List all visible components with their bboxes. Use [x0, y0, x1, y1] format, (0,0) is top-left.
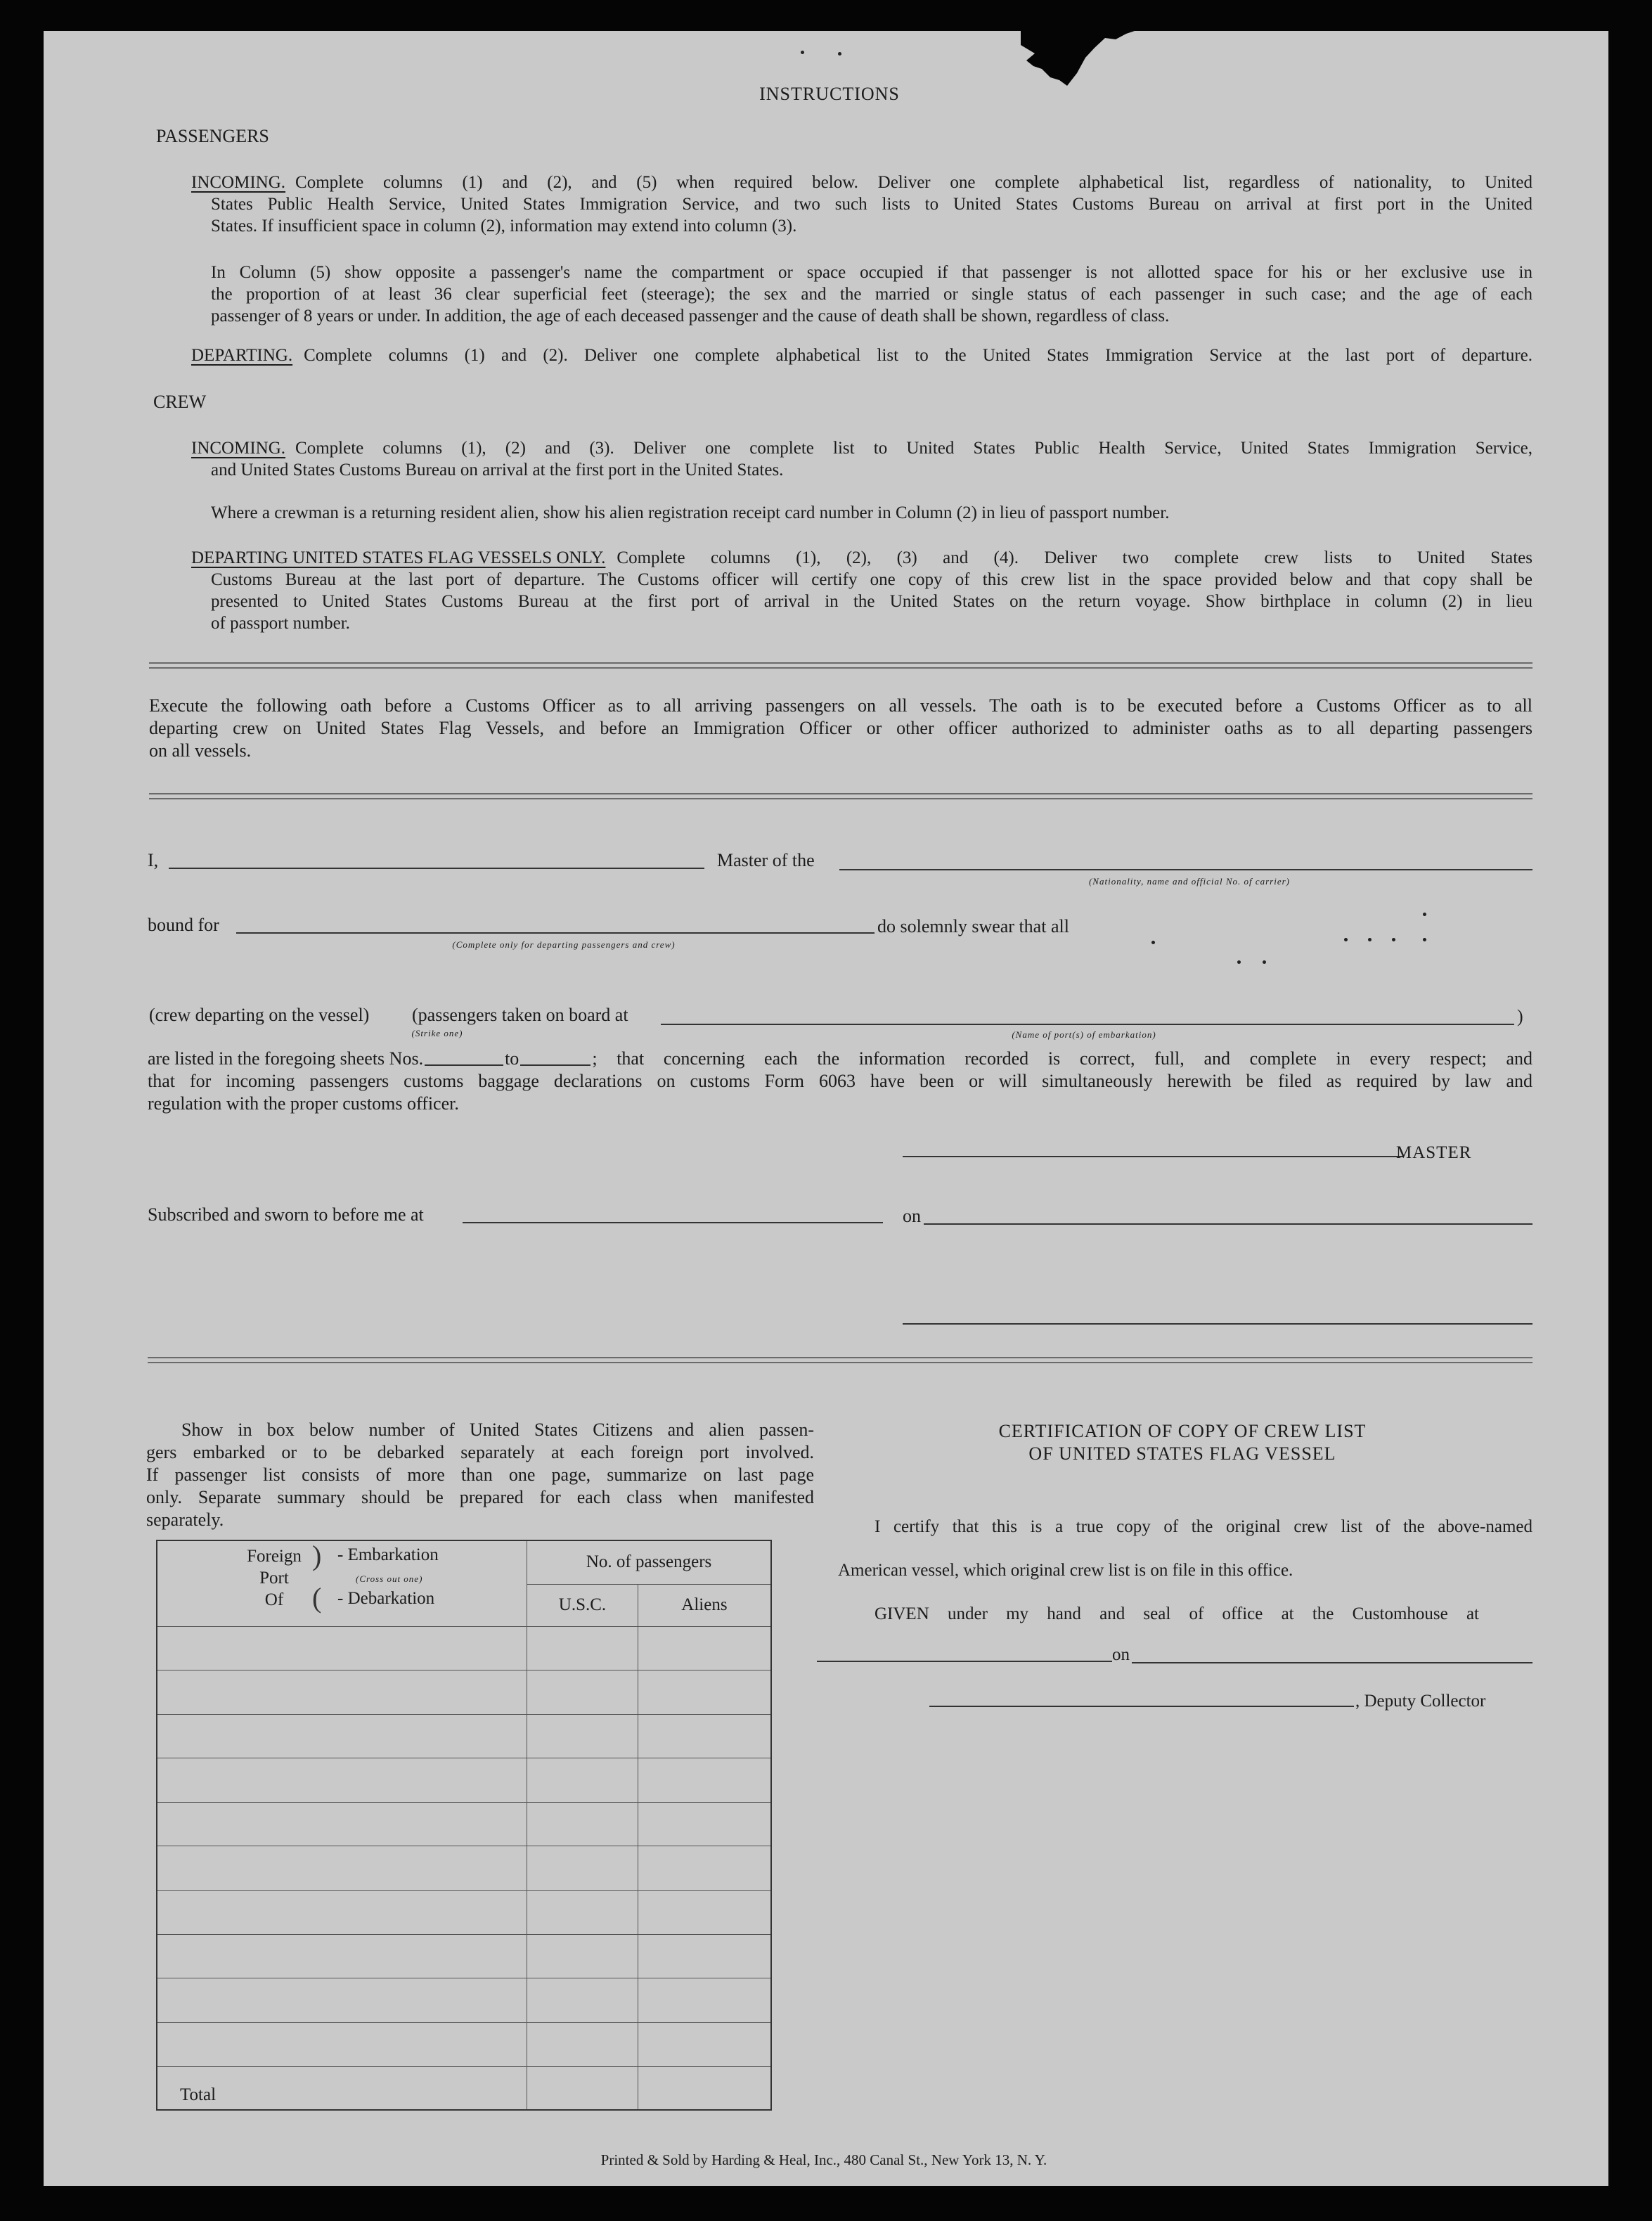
port-caption: (Name of port(s) of embarkation) — [1012, 1029, 1156, 1040]
port-cell[interactable] — [157, 1758, 527, 1803]
debarkation-option[interactable]: - Debarkation — [337, 1589, 435, 1608]
table-row — [157, 1714, 771, 1758]
usc-cell[interactable] — [527, 1714, 638, 1758]
cert-date-field[interactable] — [1132, 1662, 1532, 1663]
crew-incoming-text: INCOMING. Complete columns (1), (2) and (3). Deliver one complete list to United States Public Health Service, United States Immigration Service, and United States Customs Bureau on arrival at the first port in the United States. — [191, 439, 1532, 479]
bound-caption: (Complete only for departing passengers and crew) — [452, 939, 676, 950]
divider — [149, 662, 1532, 669]
usc-cell[interactable] — [527, 1891, 638, 1935]
usc-cell[interactable] — [527, 1626, 638, 1670]
aliens-cell[interactable] — [638, 1626, 771, 1670]
table-row — [157, 1891, 771, 1935]
crew-departing-text: DEPARTING UNITED STATES FLAG VESSELS ONLY. Complete columns (1), (2), (3) and (4). Deliver two complete crew lists to United States Customs Bureau at the last port of departure. The Customs officer will certify one copy of this crew list in the space provided below and that copy shall be presented to United States Customs Bureau at the first port of arrival in the United States on the return voyage. Show birthplace in column (2) in lieu of passport number. — [191, 548, 1532, 633]
listed-continued: that for incoming passengers customs baggage declarations on customs Form 6063 have been or will simultaneously herewith be filed as required by law and regulation with the proper customs officer. — [148, 1071, 1532, 1114]
speck — [1151, 941, 1155, 944]
deputy-collector-label: , Deputy Collector — [1355, 1692, 1486, 1711]
sworn-on-label: on — [903, 1206, 921, 1226]
crew-heading: CREW — [153, 392, 207, 412]
deputy-signature-field[interactable] — [929, 1706, 1354, 1707]
usc-cell[interactable] — [527, 1846, 638, 1891]
customhouse-field[interactable] — [817, 1661, 1112, 1662]
usc-cell[interactable] — [527, 1758, 638, 1803]
aliens-cell[interactable] — [638, 2022, 771, 2066]
passengers-departing-text: DEPARTING. Complete columns (1) and (2). Deliver one complete alphabetical list to the United States Immigration Service at the last port of departure. — [191, 346, 1532, 365]
total-row — [157, 2066, 771, 2110]
speck — [1368, 938, 1372, 941]
strike-one-caption: (Strike one) — [411, 1028, 463, 1038]
embarkation-option[interactable]: - Embarkation — [337, 1545, 439, 1564]
aliens-cell[interactable] — [638, 1846, 771, 1891]
brace-top: ) — [312, 1540, 322, 1571]
table-row — [157, 1978, 771, 2023]
master-signature-label: MASTER — [1396, 1143, 1472, 1162]
master-signature-field[interactable] — [903, 1156, 1403, 1157]
speck — [801, 51, 804, 54]
port-cell[interactable] — [157, 1934, 527, 1978]
oath-instructions: Execute the following oath before a Customs Officer as to all arriving passengers on all vessels. The oath is to be executed before a Customs Officer as to all departing crew on United States Flag Vessels, and before an Immigration Officer or other officer authorized to administer oaths as to all departing passengers on all vessels. — [149, 695, 1532, 761]
total-label: Total — [157, 2066, 527, 2110]
crew-departing-option[interactable]: (crew departing on the vessel) — [149, 1005, 370, 1025]
table-row — [157, 2022, 771, 2066]
listed-line: are listed in the foregoing sheets Nos. to ; that concerning each the information recorded is correct, full, and complete in every respect; and — [148, 1048, 1532, 1069]
port-cell[interactable] — [157, 1626, 527, 1670]
sworn-date-field[interactable] — [924, 1223, 1532, 1225]
speck — [1423, 913, 1426, 916]
aliens-cell[interactable] — [638, 1891, 771, 1935]
vessel-field[interactable] — [839, 869, 1532, 870]
american-vessel-text: American vessel, which original crew list is on file in this office. — [838, 1561, 1293, 1580]
master-of-the-label: Master of the — [717, 850, 815, 870]
aliens-cell[interactable] — [638, 1934, 771, 1978]
port-cell[interactable] — [157, 1846, 527, 1891]
cert-on-label: on — [1112, 1645, 1130, 1664]
aliens-header: Aliens — [638, 1584, 771, 1626]
sheet-to-field[interactable] — [520, 1048, 591, 1066]
port-cell[interactable] — [157, 1714, 527, 1758]
table-row — [157, 1626, 771, 1670]
port-cell[interactable] — [157, 1891, 527, 1935]
table-row — [157, 1802, 771, 1846]
form-sheet — [44, 31, 1608, 2186]
swear-text: do solemnly swear that all — [877, 916, 1069, 936]
aliens-cell[interactable] — [638, 1758, 771, 1803]
column5-text: In Column (5) show opposite a passenger's name the compartment or space occupied if that passenger is not allotted space for his or her exclusive use in the proportion of at least 36 clear superficial feet (steerage); the sex and the married or single status of each passenger in such case; and the age of each passenger of 8 years or under. In addition, the age of each deceased passenger and the cause of death shall be shown, regardless of class. — [211, 263, 1532, 326]
aliens-cell[interactable] — [638, 1978, 771, 2023]
usc-header: U.S.C. — [527, 1584, 638, 1626]
aliens-cell[interactable] — [638, 1714, 771, 1758]
aliens-cell[interactable] — [638, 1670, 771, 1715]
divider — [148, 1357, 1532, 1363]
table-row — [157, 1758, 771, 1803]
printer-footer: Printed & Sold by Harding & Heal, Inc., 480 Canal St., New York 13, N. Y. — [600, 2151, 1047, 2168]
port-cell[interactable] — [157, 2022, 527, 2066]
embarkation-port-field[interactable] — [661, 1024, 1514, 1025]
passenger-summary-table — [156, 1540, 772, 2111]
usc-cell[interactable] — [527, 2022, 638, 2066]
bound-for-field[interactable] — [236, 932, 875, 934]
speck — [1237, 960, 1241, 964]
usc-cell[interactable] — [527, 1802, 638, 1846]
table-row — [157, 1670, 771, 1715]
oath-i-label: I, — [148, 850, 159, 870]
crew-incoming-label: INCOMING. — [191, 439, 286, 458]
aliens-cell[interactable] — [638, 1802, 771, 1846]
crew-resident-text: Where a crewman is a returning resident alien, show his alien registration receipt card number in Column (2) in lieu of passport number. — [211, 503, 1170, 522]
usc-cell[interactable] — [527, 1934, 638, 1978]
master-name-field[interactable] — [169, 868, 704, 869]
table-row — [157, 1934, 771, 1978]
sheet-from-field[interactable] — [425, 1048, 503, 1066]
close-paren: ) — [1517, 1006, 1523, 1026]
speck — [1423, 938, 1426, 941]
crew-departing-label: DEPARTING UNITED STATES FLAG VESSELS ONLY. — [191, 548, 606, 567]
officer-signature-field[interactable] — [903, 1323, 1532, 1325]
passengers-taken-option[interactable]: (passengers taken on board at — [412, 1005, 628, 1025]
speck — [1263, 960, 1266, 964]
no-passengers-header: No. of passengers — [527, 1540, 771, 1584]
aliens-total-cell[interactable] — [638, 2066, 771, 2110]
certification-title: CERTIFICATION OF COPY OF CREW LIST OF UNITED STATES FLAG VESSEL — [998, 1421, 1367, 1464]
speck — [1392, 938, 1395, 941]
speck — [1344, 938, 1348, 941]
vessel-caption: (Nationality, name and official No. of carrier) — [1088, 876, 1291, 887]
paper-tear — [1021, 31, 1140, 94]
passengers-departing-label: DEPARTING. — [191, 346, 293, 365]
brace-bottom: ( — [312, 1582, 322, 1614]
usc-total-cell[interactable] — [527, 2066, 638, 2110]
speck — [838, 52, 841, 56]
bound-for-label: bound for — [148, 915, 219, 935]
port-cell[interactable] — [157, 1670, 527, 1715]
usc-cell[interactable] — [527, 1978, 638, 2023]
foreign-port-header: Foreign Port Of ) ( - Embarkation (Cross out one) - Debarkation — [157, 1540, 527, 1626]
port-cell[interactable] — [157, 1802, 527, 1846]
port-cell[interactable] — [157, 1978, 527, 2023]
sworn-at-field[interactable] — [463, 1222, 883, 1223]
passengers-incoming-text: INCOMING. Complete columns (1) and (2), and (5) when required below. Deliver one complete alphabetical list, regardless of nationality, to United States Public Health Service, United States Immigration Service, and two such lists to United States Customs Bureau on arrival at first port in the United States. If insufficient space in column (2), information may extend into column (3). — [191, 173, 1532, 236]
table-row — [157, 1846, 771, 1891]
summary-intro: Show in box below number of United States Citizens and alien passen- gers embarked or to be debarked separately at each foreign port involved. If passenger list consists of more than one page, summarize on last page only. Separate summary should be prepared for each class when manifested separately. — [146, 1419, 814, 1530]
passengers-incoming-label: INCOMING. — [191, 173, 286, 192]
given-text: GIVEN under my hand and seal of office at the Customhouse at — [875, 1604, 1479, 1623]
divider — [149, 793, 1532, 799]
usc-cell[interactable] — [527, 1670, 638, 1715]
instructions-title: INSTRUCTIONS — [759, 84, 900, 104]
subscribed-label: Subscribed and sworn to before me at — [148, 1204, 424, 1225]
passengers-heading: PASSENGERS — [156, 126, 269, 146]
certify-text: I certify that this is a true copy of the original crew list of the above-named — [875, 1517, 1532, 1536]
